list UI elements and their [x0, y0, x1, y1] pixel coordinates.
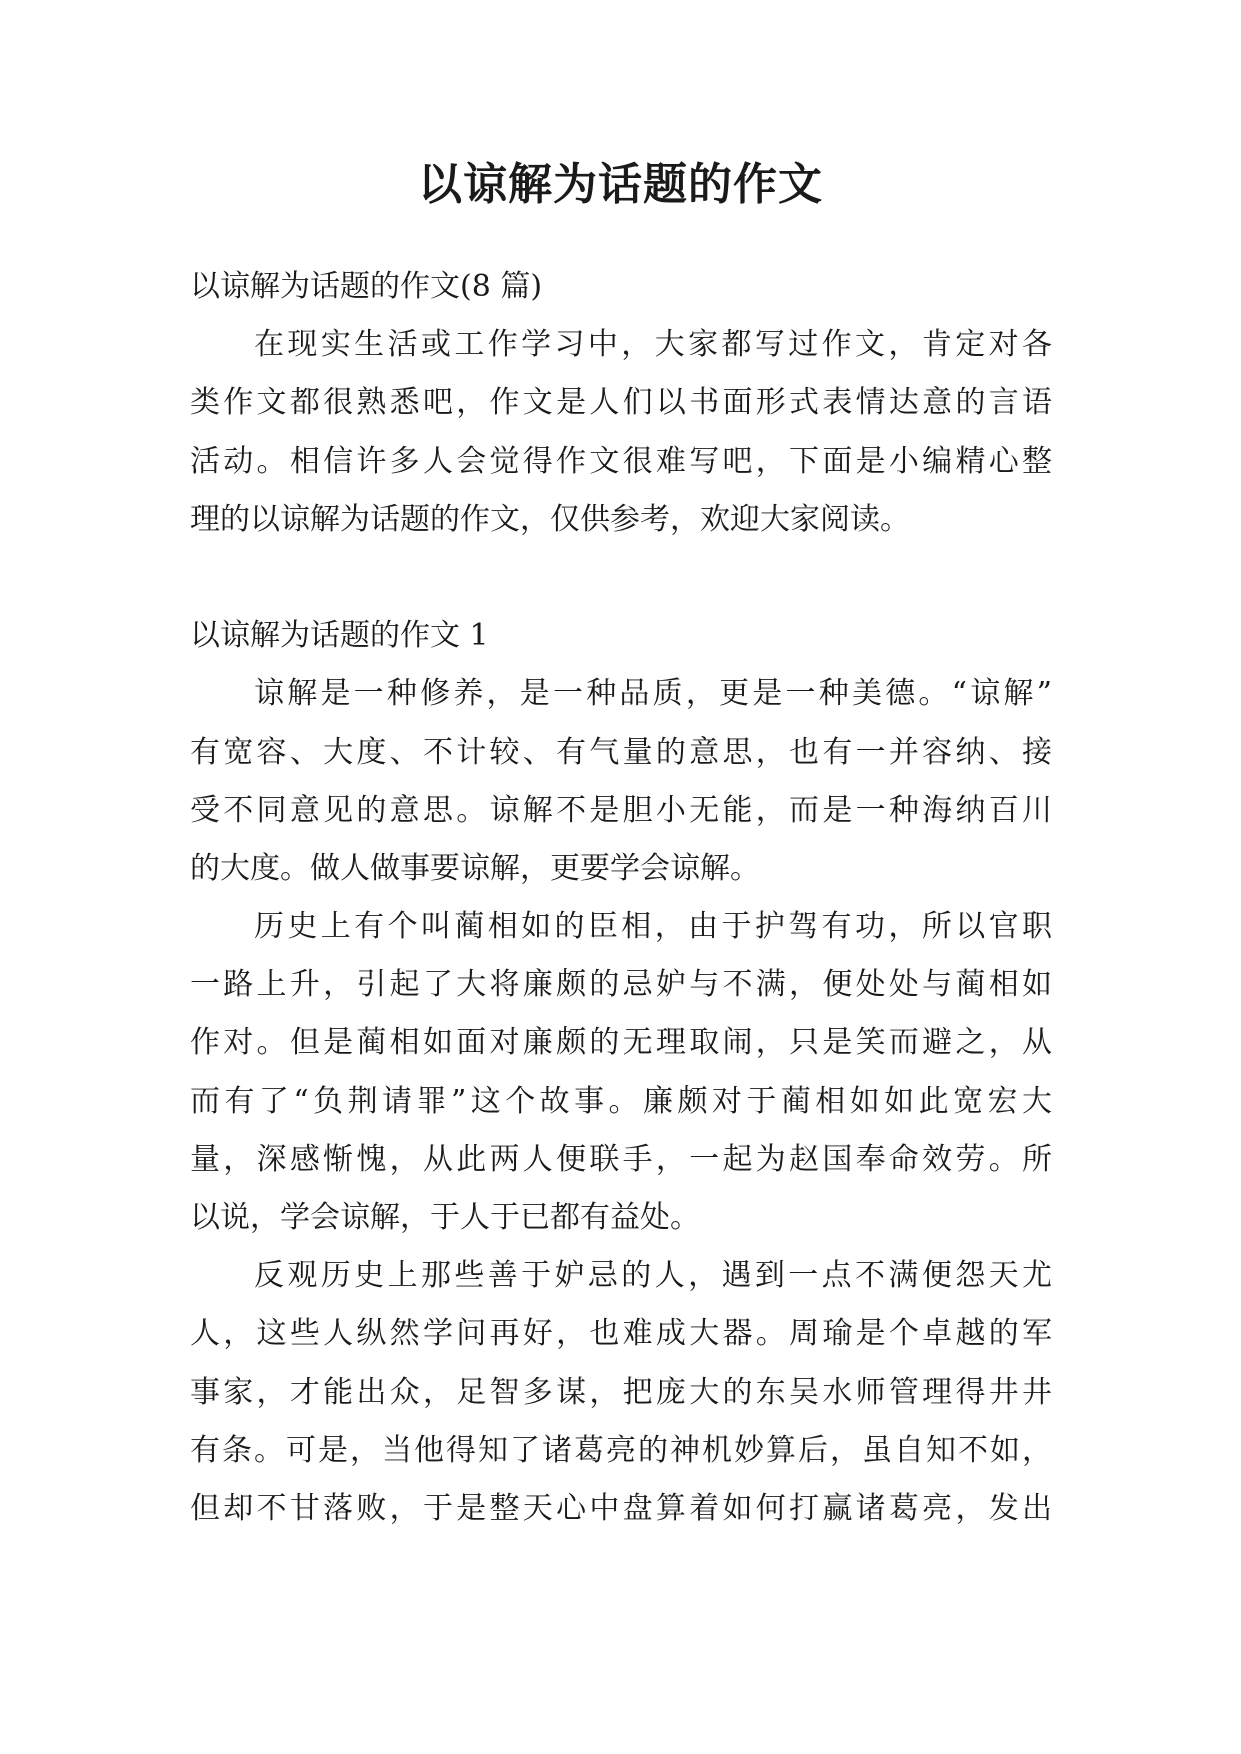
paragraph-line: 人，这些人纵然学问再好，也难成大器。周瑜是个卓越的军	[190, 1316, 1052, 1352]
paragraph-line: 但却不甘落败，于是整天心中盘算着如何打赢诸葛亮，发出	[190, 1490, 1052, 1526]
intro-line: 在现实生活或工作学习中，大家都写过作文，肯定对各	[254, 327, 1052, 363]
intro-paragraph	[190, 316, 1052, 549]
intro-line: 活动。相信许多人会觉得作文很难写吧，下面是小编精心整	[190, 443, 1052, 479]
paragraph-line: 量，深感惭愧，从此两人便联手，一起为赵国奉命效劳。所	[190, 1141, 1052, 1177]
paragraph-1	[190, 665, 1052, 898]
paragraph-line: 有条。可是，当他得知了诸葛亮的神机妙算后，虽自知不如，	[190, 1432, 1052, 1468]
paragraph-spacer	[190, 549, 1052, 607]
intro-line: 理的以谅解为话题的作文，仅供参考，欢迎大家阅读。	[190, 501, 910, 537]
paragraph-line: 历史上有个叫蔺相如的臣相，由于护驾有功，所以官职	[254, 909, 1052, 945]
paragraph-line: 而有了“负荆请罪”这个故事。廉颇对于蔺相如如此宽宏大	[190, 1083, 1052, 1119]
document-body	[190, 258, 1052, 1538]
paragraph-line: 有宽容、大度、不计较、有气量的意思，也有一并容纳、接	[190, 734, 1052, 770]
paragraph-line: 谅解是一种修养，是一种品质，更是一种美德。“谅解”	[254, 676, 1052, 712]
document-title: 以谅解为话题的作文	[418, 159, 823, 210]
paragraph-2	[190, 898, 1052, 1247]
section-heading: 以谅解为话题的作文 1	[190, 618, 489, 654]
paragraph-line: 一路上升，引起了大将廉颇的忌妒与不满，便处处与蔺相如	[190, 967, 1052, 1003]
paragraph-line: 以说，学会谅解，于人于已都有益处。	[190, 1200, 700, 1235]
intro-line: 类作文都很熟悉吧，作文是人们以书面形式表情达意的言语	[190, 385, 1052, 421]
paragraph-line: 的大度。做人做事要谅解，更要学会谅解。	[190, 850, 760, 886]
paragraph-3	[190, 1247, 1052, 1538]
document-subtitle: 以谅解为话题的作文(8 篇)	[190, 269, 543, 304]
paragraph-line: 事家，才能出众，足智多谋，把庞大的东吴水师管理得井井	[190, 1374, 1052, 1410]
paragraph-line: 受不同意见的意思。谅解不是胆小无能，而是一种海纳百川	[190, 792, 1052, 828]
paragraph-line: 反观历史上那些善于妒忌的人，遇到一点不满便怨天尤	[254, 1258, 1052, 1294]
paragraph-line: 作对。但是蔺相如面对廉颇的无理取闹，只是笑而避之，从	[190, 1025, 1052, 1061]
